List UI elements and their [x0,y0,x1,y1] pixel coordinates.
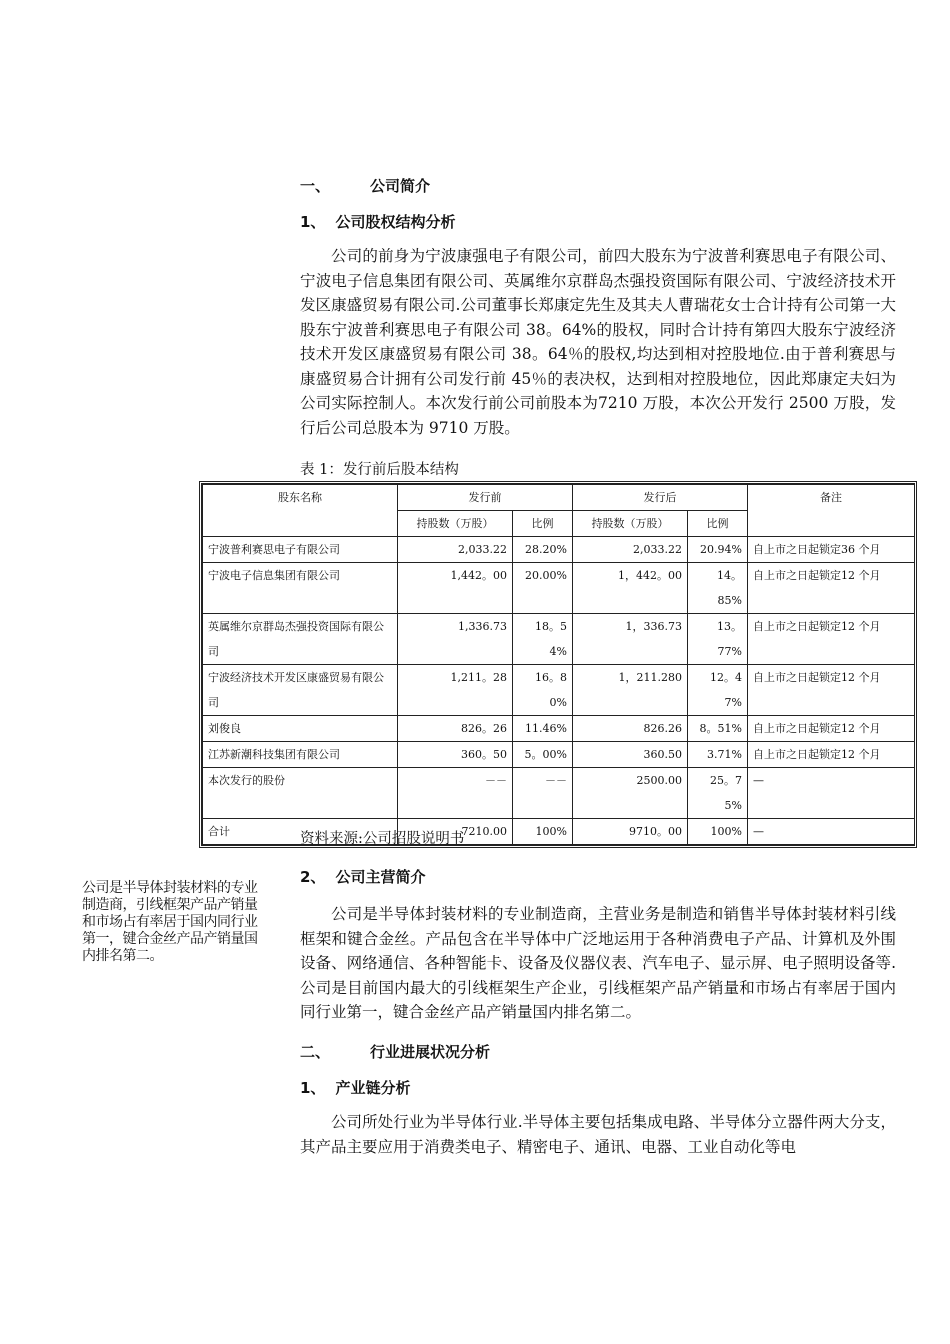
table-row [203,716,915,742]
cell-ratio-after: 25。75% [688,768,748,819]
cell-shares-before: －－ [398,768,513,819]
table-row [203,537,915,563]
cell-ratio-before: 100% [513,819,573,845]
table-row [203,563,915,614]
cell-ratio-after: 20.94% [688,537,748,563]
cell-shares-before: 826。26 [398,716,513,742]
table-row [203,614,915,665]
subsection-title: 公司股权结构分析 [335,213,456,231]
table-row [203,768,915,819]
cell-name: 宁波电子信息集团有限公司 [203,563,398,614]
header-before-issue: 发行前 [398,485,573,511]
cell-name: 刘俊良 [203,716,398,742]
cell-shares-after: 1，211.280 [573,665,688,716]
cell-shares-after: 1，336.73 [573,614,688,665]
subsection-heading-2 [300,866,425,887]
cell-note: 自上市之日起锁定36 个月 [748,537,915,563]
cell-shares-before: 2,033.22 [398,537,513,563]
cell-shares-after: 9710。00 [573,819,688,845]
cell-note: 自上市之日起锁定12 个月 [748,614,915,665]
header-shares-after: 持股数（万股） [573,511,688,537]
cell-shares-before: 1,442。00 [398,563,513,614]
header-after-issue: 发行后 [573,485,748,511]
cell-ratio-after: 12。47% [688,665,748,716]
table-source: 资料来源:公司招股说明书 [300,831,465,847]
table-row [203,742,915,768]
cell-shares-after: 2500.00 [573,768,688,819]
cell-ratio-after: 100% [688,819,748,845]
cell-name: 宁波经济技术开发区康盛贸易有限公司 [203,665,398,716]
cell-ratio-before: －－ [513,768,573,819]
cell-ratio-after: 14。85% [688,563,748,614]
cell-ratio-before: 11.46% [513,716,573,742]
paragraph-ownership: 公司的前身为宁波康强电子有限公司，前四大股东为宁波普利赛思电子有限公司、宁波电子信息集团有限公司、英属维尔京群岛杰强投资国际有限公司、宁波经济技术开发区康盛贸易有限公司.公司董事长郑康定先生及其夫人曹瑞花女士合计持有公司第一大股东宁波普利赛思电子有限公司 38。64%的股权，同时合计持有第四大股东宁波经济技术开发区康盛贸易有限公司 38。64％的股权,均达到相对控股地位.由于普利赛思与康盛贸易合计拥有公司发行前 45％的表决权，达到相对控股地位，因此郑康定夫妇为公司实际控制人。本次发行前公司前股本为7210 万股，本次公开发行 2500 万股，发行后公司总股本为 9710 万股。 [300,247,896,437]
section-heading-1 [300,175,430,196]
cell-name: 江苏新潮科技集团有限公司 [203,742,398,768]
cell-note: 自上市之日起锁定12 个月 [748,563,915,614]
header-shares-before: 持股数（万股） [398,511,513,537]
table-caption: 表 1：发行前后股本结构 [300,462,459,478]
side-note: 公司是半导体封装材料的专业制造商，引线框架产品产销量和市场占有率居于国内同行业第一，键合金丝产品产销量国内排名第二。 [82,880,258,964]
cell-ratio-after: 8。51% [688,716,748,742]
cell-ratio-before: 20.00% [513,563,573,614]
cell-shares-after: 826.26 [573,716,688,742]
cell-ratio-before: 5。00% [513,742,573,768]
section-title: 行业进展状况分析 [370,1043,491,1061]
paragraph-business: 公司是半导体封装材料的专业制造商，主营业务是制造和销售半导体封装材料引线框架和键合金丝。产品包含在半导体中广泛地运用于各种消费电子产品、计算机及外围设备、网络通信、各种智能卡、设备及仪器仪表、汽车电子、显示屏、电子照明设备等.公司是目前国内最大的引线框架生产企业，引线框架产品产销量和市场占有率居于国内同行业第一，键合金丝产品产销量国内排名第二。 [300,905,896,1021]
subsection-heading-1 [300,211,455,232]
cell-shares-after: 2,033.22 [573,537,688,563]
cell-note: — [748,819,915,845]
cell-shares-after: 1，442。00 [573,563,688,614]
cell-shares-before: 1,336.73 [398,614,513,665]
cell-note: — [748,768,915,819]
share-structure-table [199,481,917,848]
cell-ratio-before: 18。54% [513,614,573,665]
section-number: 一、 [300,177,331,195]
section-title: 公司简介 [370,177,431,195]
cell-name: 宁波普利赛思电子有限公司 [203,537,398,563]
subsection-title: 公司主营简介 [335,868,426,886]
cell-name: 合计 [203,819,398,845]
cell-ratio-after: 13。77% [688,614,748,665]
header-ratio-after: 比例 [688,511,748,537]
header-note: 备注 [748,485,915,537]
subsection-number: 1、 [300,213,326,231]
section-number: 二、 [300,1043,331,1061]
subsection-title: 产业链分析 [335,1079,411,1097]
cell-shares-after: 360.50 [573,742,688,768]
cell-ratio-before: 28.20% [513,537,573,563]
cell-note: 自上市之日起锁定12 个月 [748,716,915,742]
cell-name: 本次发行的股份 [203,768,398,819]
header-ratio-before: 比例 [513,511,573,537]
subsection-heading-3 [300,1077,410,1098]
cell-shares-before: 1,211。28 [398,665,513,716]
cell-name: 英属维尔京群岛杰强投资国际有限公司 [203,614,398,665]
section-heading-2 [300,1041,490,1062]
cell-shares-before: 360。50 [398,742,513,768]
cell-ratio-before: 16。80% [513,665,573,716]
cell-note: 自上市之日起锁定12 个月 [748,665,915,716]
header-shareholder: 股东名称 [203,485,398,537]
cell-shares-before: 7210.00 [398,819,513,845]
subsection-number: 1、 [300,1079,326,1097]
table-row [203,665,915,716]
cell-note: 自上市之日起锁定12 个月 [748,742,915,768]
cell-ratio-after: 3.71% [688,742,748,768]
subsection-number: 2、 [300,868,326,886]
paragraph-industry-chain: 公司所处行业为半导体行业.半导体主要包括集成电路、半导体分立器件两大分支，其产品主要应用于消费类电子、精密电子、通讯、电器、工业自动化等电 [300,1113,896,1156]
